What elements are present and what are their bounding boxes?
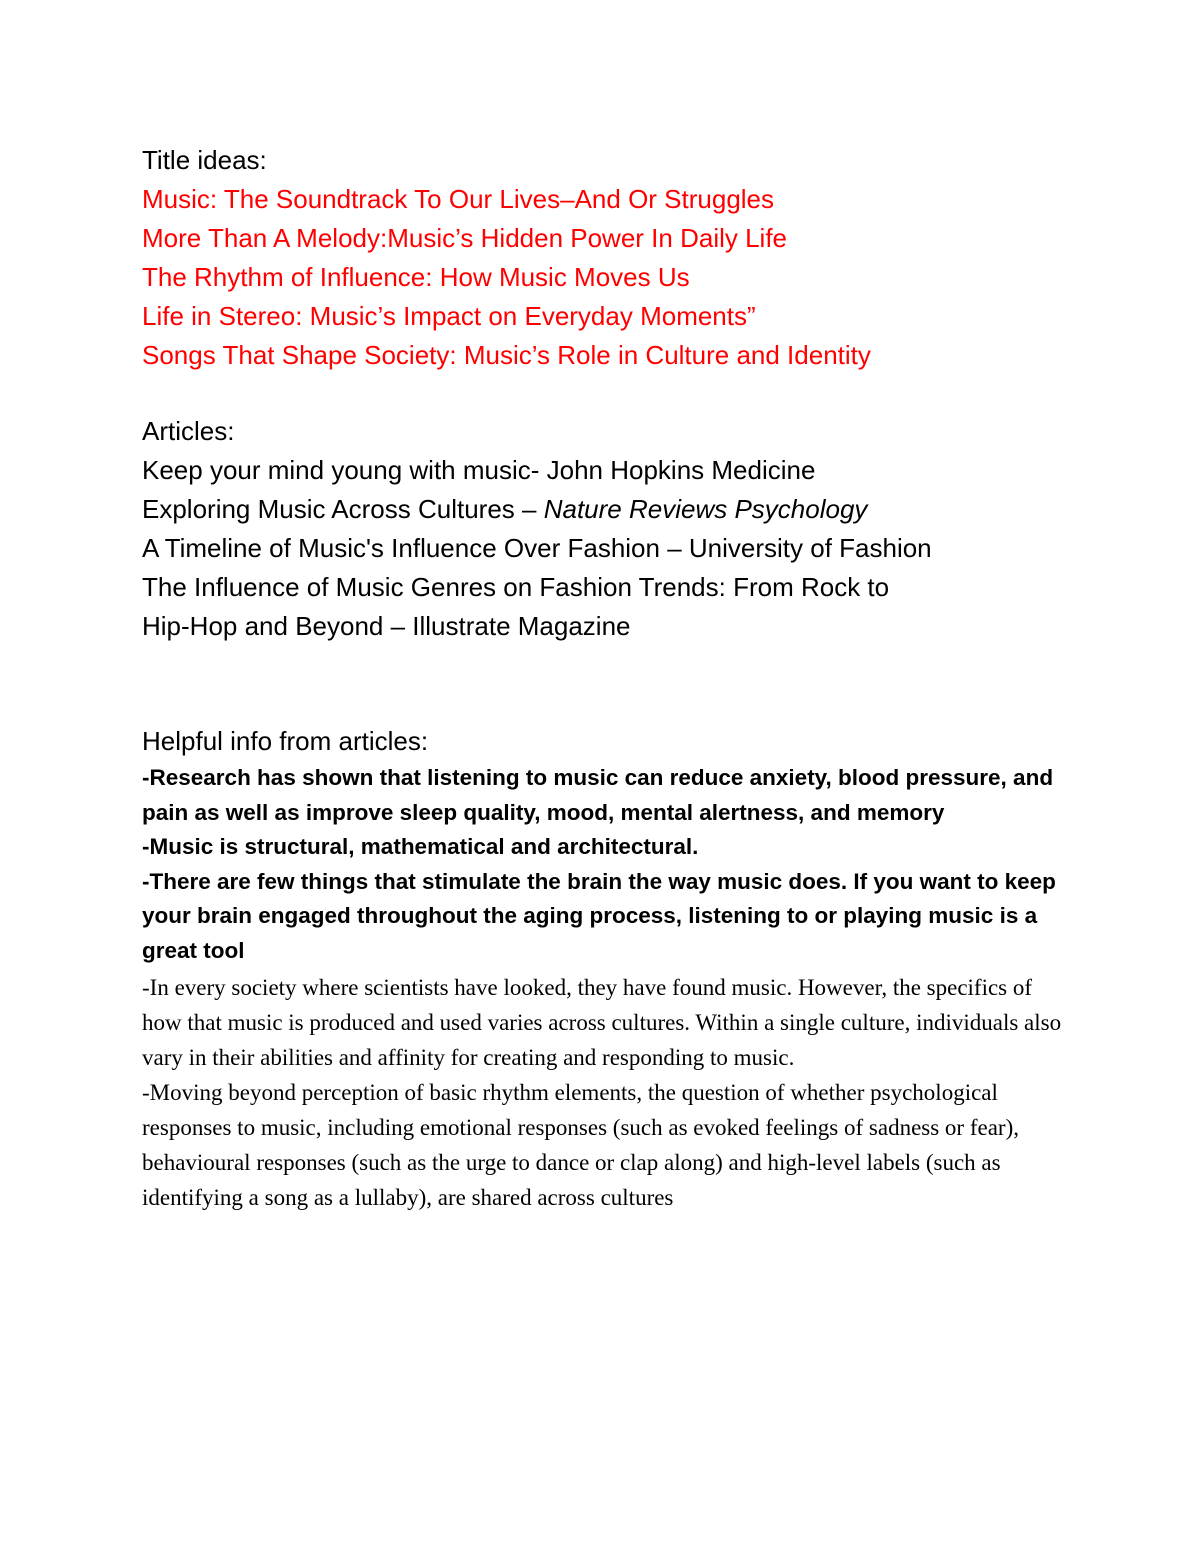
note-structural: -Music is structural, mathematical and architectural.	[142, 834, 699, 859]
title-idea-4: Life in Stereo: Music’s Impact on Everyday Moments”	[142, 301, 756, 331]
article-item-3	[142, 529, 1072, 568]
article-title: Exploring Music Across Cultures –	[142, 494, 544, 524]
article-title: A Timeline of Music's Influence Over Fashion – University of Fashion	[142, 533, 932, 563]
helpful-info-heading: Helpful info from articles:	[142, 726, 429, 756]
title-idea-2: More Than A Melody:Music’s Hidden Power In Daily Life	[142, 223, 788, 253]
title-idea-3: The Rhythm of Influence: How Music Moves Us	[142, 262, 690, 292]
bold-notes	[142, 761, 1072, 968]
document-page	[142, 141, 1072, 1215]
article-source: Nature Reviews Psychology	[543, 494, 868, 524]
article-item-5	[142, 607, 1072, 646]
article-item-4	[142, 568, 1072, 607]
note-perception: -Moving beyond perception of basic rhythm elements, the question of whether psychological responses to music, including emotional responses (such as evoked feelings of sadness or fear), behavioural responses (such as the urge to dance or clap along) and high-level labels (such as identifying a song as a lullaby), are shared across cultures	[142, 1080, 1019, 1210]
articles-heading: Articles:	[142, 416, 235, 446]
note-cultures: -In every society where scientists have looked, they have found music. However, the specifics of how that music is produced and used varies across cultures. Within a single culture, individuals also vary in their abilities and affinity for creating and responding to music.	[142, 975, 1062, 1070]
note-research: -Research has shown that listening to music can reduce anxiety, blood pressure, and pain as well as improve sleep quality, mood, mental alertness, and memory	[142, 765, 1054, 825]
article-item-1	[142, 451, 1072, 490]
article-title: Hip-Hop and Beyond – Illustrate Magazine	[142, 611, 631, 641]
article-item-2	[142, 490, 1072, 529]
article-title: Keep your mind young with music- John Hopkins Medicine	[142, 455, 816, 485]
note-brain: -There are few things that stimulate the brain the way music does. If you want to keep your brain engaged throughout the aging process, listening to or playing music is a great tool	[142, 868, 1056, 963]
article-title: The Influence of Music Genres on Fashion Trends: From Rock to	[142, 572, 890, 602]
title-idea-1: Music: The Soundtrack To Our Lives–And Or Struggles	[142, 184, 775, 214]
title-idea-5: Songs That Shape Society: Music’s Role in Culture and Identity	[142, 340, 871, 370]
title-ideas-heading: Title ideas:	[142, 145, 267, 175]
